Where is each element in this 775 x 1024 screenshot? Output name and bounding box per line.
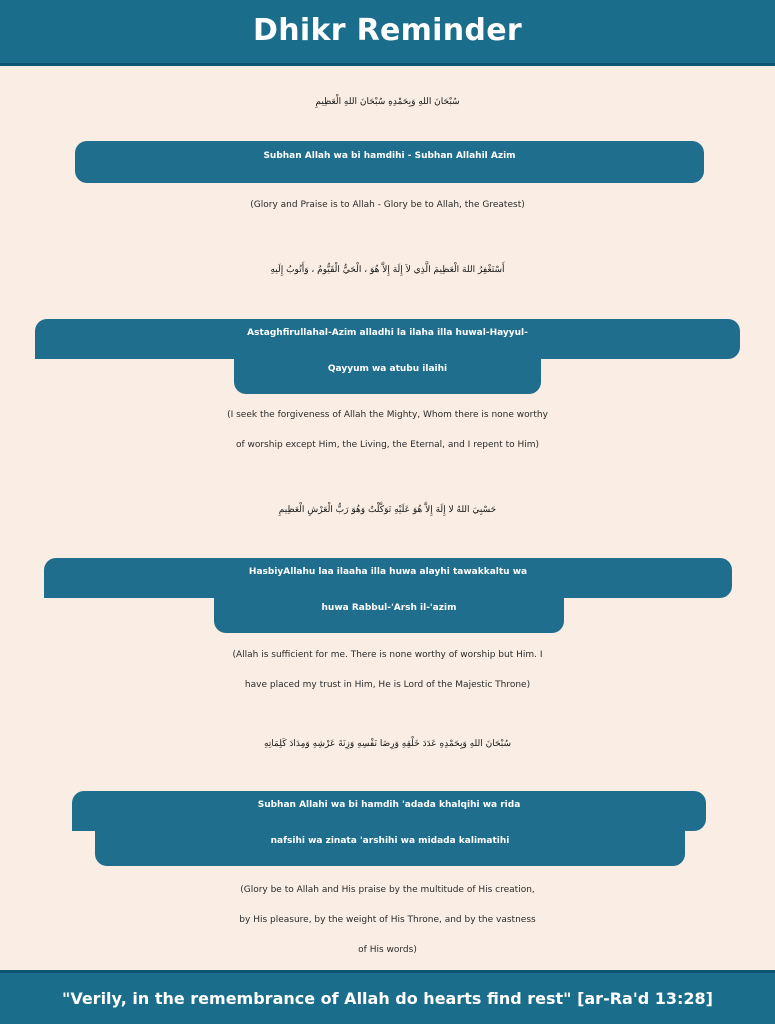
- transliteration-line: nafsihi wa zinata 'arshihi wa midada kalimatihi: [270, 836, 510, 846]
- transliteration-line: Qayyum wa atubu ilaihi: [327, 364, 448, 374]
- translation-line: of His words): [358, 945, 417, 955]
- transliteration-pill: [234, 356, 541, 394]
- translation-line: (Allah is sufficient for me. There is none worthy of worship but Him. I: [232, 650, 543, 660]
- page-title: Dhikr Reminder: [253, 13, 522, 48]
- arabic-text: أَسْتَغْفِرُ اللهَ الْعَظِيمَ الَّذِي لاَ إِلَهَ إِلاَّ هُوَ ، الْحَيُّ الْقَيُّومُ ، وَأَتُوبُ إِلَيهِ: [270, 265, 505, 275]
- transliteration-line: HasbiyAllahu laa ilaaha illa huwa alayhi tawakkaltu wa: [248, 567, 528, 577]
- transliteration-line: Subhan Allah wa bi hamdihi - Subhan Allahil Azim: [263, 151, 516, 161]
- transliteration-line: Subhan Allahi wa bi hamdih 'adada khalqihi wa rida: [257, 800, 521, 810]
- translation-text: [0, 400, 775, 460]
- transliteration-pill: [75, 141, 704, 183]
- transliteration-pill: [44, 558, 732, 598]
- transliteration-pill: [72, 791, 706, 831]
- transliteration-pill: [214, 595, 564, 633]
- translation-text: [0, 875, 775, 965]
- footer-bar: [0, 970, 775, 1024]
- arabic-text: حَسْبِيَ اللهُ لا إِلَهَ إِلاَّ هُوَ عَلَيْهِ تَوَكَّلْتُ وَهُوَ رَبُّ الْعَرْشِ الْعَظِيمِ: [278, 505, 497, 515]
- translation-line: have placed my trust in Him, He is Lord of the Majestic Throne): [244, 680, 531, 690]
- translation-line: (Glory and Praise is to Allah - Glory be to Allah, the Greatest): [250, 200, 525, 210]
- footer-quote: "Verily, in the remembrance of Allah do hearts find rest" [ar-Ra'd 13:28]: [61, 989, 713, 1008]
- translation-text: [0, 190, 775, 220]
- transliteration-line: huwa Rabbul-'Arsh il-'azim: [321, 603, 457, 613]
- translation-line: (Glory be to Allah and His praise by the multitude of His creation,: [240, 885, 535, 895]
- translation-line: by His pleasure, by the weight of His Throne, and by the vastness: [239, 915, 536, 925]
- transliteration-line: Astaghfirullahal-Azim alladhi la ilaha illa huwal-Hayyul-: [247, 328, 528, 338]
- translation-line: (I seek the forgiveness of Allah the Mighty, Whom there is none worthy: [227, 410, 548, 420]
- arabic-text: سُبْحَانَ اللهِ وَبِحَمْدِهِ عَدَدَ خَلْقِهِ وَرِضَا نَفْسِهِ وَزِنَةَ عَرْشِهِ وَمِدَادَ كَلِمَاتِهِ: [263, 739, 512, 749]
- arabic-text: سُبْحَانَ اللهِ وَبِحَمْدِهِ سُبْحَانَ اللهِ الْعَظِيمِ: [315, 97, 460, 107]
- translation-line: of worship except Him, the Living, the Eternal, and I repent to Him): [235, 440, 540, 450]
- translation-text: [0, 640, 775, 700]
- transliteration-pill: [95, 828, 685, 866]
- header-bar: [0, 0, 775, 66]
- transliteration-pill: [35, 319, 740, 359]
